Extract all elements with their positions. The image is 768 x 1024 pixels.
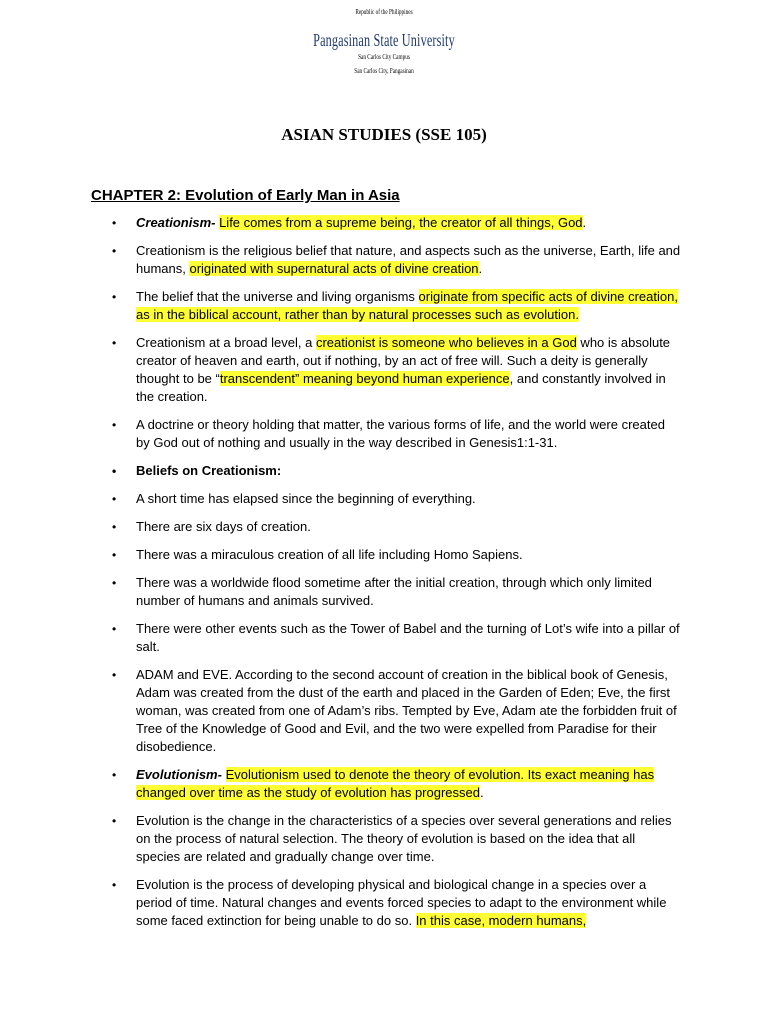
list-item (0, 812, 768, 866)
item-text: Evolution is the process of developing physical and biological change in a species over a period of time. Natural changes and events forced species to adapt to the environment while some faced extinction for being unable to do so. (136, 877, 667, 928)
list-item (0, 666, 768, 756)
letterhead (0, 8, 768, 76)
list-item (0, 214, 768, 232)
letterhead-campus: San Carlos City Campus (358, 53, 410, 61)
highlighted-text: originate from specific acts of divine creation, as in the biblical account, rather than by natural processes such as evolution. (136, 289, 678, 322)
bullet-icon: • (112, 492, 117, 506)
letterhead-republic: Republic of the Philippines (355, 8, 413, 16)
item-text: . (582, 215, 587, 230)
item-text: , and constantly involved in the creation. (136, 371, 666, 404)
term-label: Evolutionism- (136, 767, 226, 782)
item-text: There was a miraculous creation of all life including Homo Sapiens. (136, 547, 523, 562)
bullet-icon: • (112, 668, 117, 682)
item-text: A short time has elapsed since the beginning of everything. (136, 491, 476, 506)
highlighted-text: Life comes from a supreme being, the creator of all things, God (219, 215, 583, 230)
letterhead-university: Pangasinan State University (313, 30, 455, 50)
item-text: ADAM and EVE. According to the second account of creation in the biblical book of Genesis, Adam was created from the dust of the earth and placed in the Garden of Eden; Eve, the first woman, was created from one of Adam’s ribs. Tempted by Eve, Adam ate the forbidden fruit of Tree of the Knowledge of Good and Evil, and the two were expelled from Paradise for their disobedience. (136, 667, 677, 754)
list-item (0, 242, 768, 278)
list-item (0, 546, 768, 564)
bullet-icon: • (112, 290, 117, 304)
bullet-icon: • (112, 878, 117, 892)
list-item (0, 766, 768, 802)
highlighted-text: In this case, modern humans, (415, 913, 587, 928)
highlighted-text: originated with supernatural acts of divine creation (189, 261, 479, 276)
section-label: Beliefs on Creationism: (136, 463, 282, 478)
bullet-icon: • (112, 244, 117, 258)
bullet-icon: • (112, 520, 117, 534)
item-text: There were other events such as the Tower of Babel and the turning of Lot’s wife into a pillar of salt. (136, 621, 680, 654)
item-text: There was a worldwide flood sometime after the initial creation, through which only limited number of humans and animals survived. (136, 575, 652, 608)
list-item (0, 288, 768, 324)
bullet-icon: • (112, 216, 117, 230)
item-text: Evolution is the change in the characteristics of a species over several generations and relies on the process of natural selection. The theory of evolution is based on the idea that all species are related and gradually change over time. (136, 813, 672, 864)
item-text: who is absolute creator of heaven and earth, out if nothing, by an act of free will. Such a deity is generally thought to be “ (136, 335, 671, 386)
bullet-icon: • (112, 548, 117, 562)
highlighted-text: creationist is someone who believes in a God (315, 335, 577, 350)
list-item (0, 574, 768, 610)
list-item (0, 334, 768, 406)
item-text: . (478, 261, 483, 276)
list-item (0, 876, 768, 930)
item-text: A doctrine or theory holding that matter, the various forms of life, and the world were created by God out of nothing and usually in the way described in Genesis1:1-31. (136, 417, 665, 450)
item-text: Creationism at a broad level, a (136, 335, 316, 350)
document-title: ASIAN STUDIES (SSE 105) (281, 125, 487, 144)
bullet-list (0, 214, 768, 940)
highlighted-text: transcendent” meaning beyond human experience (219, 371, 510, 386)
bullet-icon: • (112, 768, 117, 782)
bullet-icon: • (112, 464, 117, 478)
list-item (0, 416, 768, 452)
term-label: Creationism- (136, 215, 220, 230)
item-text: The belief that the universe and living organisms (136, 289, 419, 304)
highlighted-text: Evolutionism used to denote the theory of evolution. Its exact meaning has changed over time as the study of evolution has progressed (136, 767, 655, 800)
list-item (0, 490, 768, 508)
bullet-icon: • (112, 336, 117, 350)
chapter-heading: CHAPTER 2: Evolution of Early Man in Asia (91, 187, 400, 204)
bullet-icon: • (112, 814, 117, 828)
list-item (0, 620, 768, 656)
letterhead-city: San Carlos City, Pangasinan (354, 67, 414, 75)
bullet-icon: • (112, 418, 117, 432)
item-text: There are six days of creation. (136, 519, 311, 534)
list-item (0, 462, 768, 480)
bullet-icon: • (112, 622, 117, 636)
item-text: Creationism is the religious belief that nature, and aspects such as the universe, Earth, life and humans, (136, 243, 681, 276)
bullet-icon: • (112, 576, 117, 590)
item-text: . (480, 785, 484, 800)
list-item (0, 518, 768, 536)
